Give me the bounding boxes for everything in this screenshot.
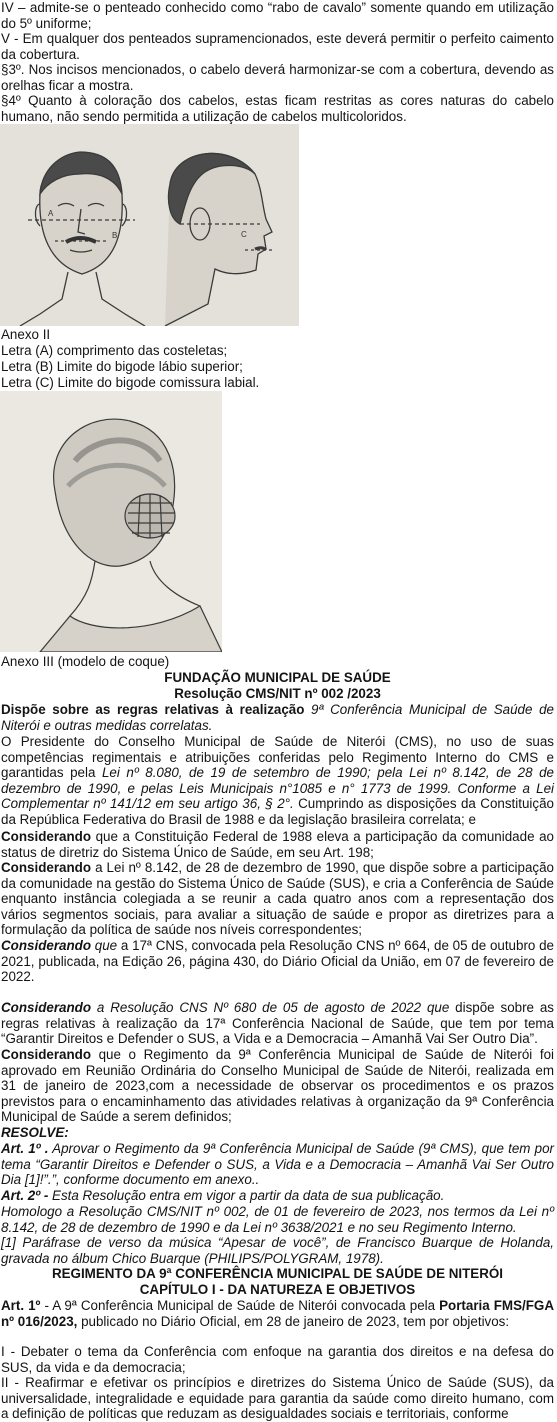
footnote xyxy=(1,1235,554,1266)
footnote-text: [1] Paráfrase de verso da música “Apesar de você”, de Francisco Buarque de Holanda, gravada no álbum Chico Buarque (PHILIPS/POLYGRAM, 1978). xyxy=(1,1235,554,1266)
considerando-2 xyxy=(1,860,554,938)
article-1 xyxy=(1,1141,554,1188)
regimento-title: REGIMENTO DA 9ª CONFERÊNCIA MUNICIPAL DE SAÚDE DE NITERÓI xyxy=(51,1266,504,1281)
chapter-1-title: CAPÍTULO I - DA NATUREZA E OBJETIVOS xyxy=(139,1282,416,1297)
president-law-refs: Lei nº 8.080, de 19 de setembro de 1990; pela Lei nº 8.142, de 28 de dezembro de 1990, e pelas Leis Municipais n°1085 e n° 1773 de 1999. Conforme a Lei Complementar nº 141/12 em seu artigo 36, § 2°. xyxy=(1,765,554,812)
considerando-1-text: que a Constituição Federal de 1988 eleva a participação da comunidade ao status de diretriz do Sistema Único de Saúde, em seu Art. 198; xyxy=(1,829,554,860)
considerando-3-italic: que xyxy=(91,938,118,953)
regimento-article-1-label: Art. 1º xyxy=(1,1298,41,1313)
dispoe-bold: Dispõe sobre as regras relativas à realização xyxy=(1,702,305,717)
paragraph-4: §4º Quanto à coloração dos cabelos, estas ficam restritas as cores naturas do cabelo humano, não sendo permitida a utilização de cabelos multicoloridos. xyxy=(1,93,554,124)
regimento-article-1-text-a: - A 9ª Conferência Municipal de Saúde de Niterói convocada pela xyxy=(40,1298,440,1313)
article-1-text: Aprovar o Regimento da 9ª Conferência Municipal de Saúde (9ª CMS), que tem por tema “Garantir Direitos e Defender o SUS, a Vida e a Democracia – Amanhã Vai Ser Outro Dia [1]!”.”, conforme documento em anexo.. xyxy=(1,1141,554,1188)
article-2 xyxy=(1,1188,554,1204)
president-c: Cumprindo as disposições da Constituição da República Federativa do Brasil de 1988 e da legislação brasileira correlata; e xyxy=(1,796,554,827)
item-iv: IV – admite-se o penteado conhecido como “rabo de cavalo” somente quando em utilização do 5º uniforme; xyxy=(1,0,554,31)
label-a: A xyxy=(48,209,54,218)
objective-1: I - Debater o tema da Conferência com enfoque na garantia dos direitos e na defesa do SUS, da vida e da democracia; xyxy=(1,1344,554,1375)
annex2-drawing xyxy=(0,124,299,326)
annex2-letter-c: Letra (C) Limite do bigode comissura labial. xyxy=(1,375,260,390)
paragraph-3: §3º. Nos incisos mencionados, o cabelo deverá harmonizar-se com a cobertura, devendo as orelhas ficar a mostra. xyxy=(1,62,554,93)
resolve-text: RESOLVE: xyxy=(1,1125,69,1140)
label-c: C xyxy=(241,230,247,239)
considerando-3-bold xyxy=(1,938,91,953)
considerando-1-bold: Considerando xyxy=(1,829,92,844)
resolution-title: Resolução CMS/NIT nº 002 /2023 xyxy=(174,686,381,701)
considerando-2-text: a Lei nº 8.142, de 28 de dezembro de 1990, que dispõe sobre a participação da comunidade na gestão do Sistema Único de Saúde (SUS), e cria a Conferência de Saúde enquanto instância colegiada a se reunir a cada quatro anos com a representação dos vários segmentos sociais, para avaliar a situação de saúde e propor as diretrizes para a formulação da política de saúde nos níveis correspondentes; xyxy=(1,860,554,938)
regimento-article-1-portaria: Portaria FMS/FGA nº 016/2023, xyxy=(1,1298,554,1329)
considerando-3 xyxy=(1,938,554,985)
annex2-letter-a: Letra (A) comprimento das costeletas; xyxy=(1,343,228,358)
article-2-text: Esta Resolução entra em vigor a partir da data de sua publicação. xyxy=(48,1188,445,1203)
dispoe-paragraph xyxy=(1,702,554,733)
considerando-5-text: que o Regimento da 9ª Conferência Municipal de Saúde de Niterói foi aprovado em Reunião Ordinária do Conselho Municipal de Saúde de Niterói, realizada em 31 de janeiro de 2023,com a necessidade de observar os procedimentos e os prazos previstos para o encaminhamento das atividades relativas à organização da 9ª Conferência Municipal de Saúde a serem definidos; xyxy=(1,1047,554,1125)
considerando-1 xyxy=(1,829,554,860)
considerando-4 xyxy=(1,1000,554,1047)
considerando-5-bold: Considerando xyxy=(1,1047,92,1062)
annex2-title: Anexo II xyxy=(1,327,51,342)
regimento-article-1 xyxy=(1,1298,554,1329)
resolve-heading xyxy=(1,1125,554,1141)
annex3-caption: Anexo III (modelo de coque) xyxy=(1,654,170,669)
article-1-label: Art. 1º . xyxy=(1,1141,49,1156)
objective-2: II - Reafirmar e efetivar os princípios e diretrizes do Sistema Único de Saúde (SUS), da universalidade, integralidade e equidade para garantia da saúde como direito humano, com a definição de políticas que reduzam as desigualdades sociais e territoriais, conforme xyxy=(1,1375,554,1422)
considerando-4-bold-text: Considerando xyxy=(1,1000,92,1015)
considerando-3-bold-text: Considerando xyxy=(1,938,92,953)
regimento-article-1-text-b: publicado no Diário Oficial, em 28 de janeiro de 2023, tem por objetivos: xyxy=(77,1313,510,1329)
annex3-svg xyxy=(0,391,222,652)
foundation-title: FUNDAÇÃO MUNICIPAL DE SAÚDE xyxy=(164,670,391,685)
dispoe-italic: 9ª Conferência Municipal de Saúde de Niterói e outras medidas correlatas. xyxy=(1,702,554,733)
considerando-4-italic: a Resolução CNS Nº 680 de 05 de agosto de 2022 que xyxy=(91,1000,450,1015)
considerando-4-bold xyxy=(1,1000,91,1015)
label-b: B xyxy=(112,231,118,240)
considerando-2-bold: Considerando xyxy=(1,860,92,875)
homologo-paragraph xyxy=(1,1204,554,1235)
considerando-3-text: a 17ª CNS, convocada pela Resolução CNS nº 664, de 05 de outubro de 2021, publicada, na Edição 26, página 430, do Diário Oficial da União, em 07 de fevereiro de 2022. xyxy=(1,938,555,985)
annex3-drawing xyxy=(0,391,222,652)
president-a: O Presidente do Conselho Municipal de Saúde de Niterói (CMS), no uso de suas competências regimentais e atribuições conferidas pelo Regimento Interno do CMS e garantidas pela xyxy=(1,734,554,781)
considerando-4-text: dispõe sobre as regras relativas à realização da 17ª Conferência Nacional de Saúde, que tem por tema “Garantir Direitos e Defender o SUS, a Vida e a Democracia – Amanhã Vai Ser Outro Dia”. xyxy=(1,1000,555,1047)
considerando-5 xyxy=(1,1047,554,1125)
president-paragraph xyxy=(1,734,554,828)
item-v: V - Em qualquer dos penteados supramencionados, este deverá permitir o perfeito caimento da cobertura. xyxy=(1,31,554,62)
article-2-label: Art. 2º - xyxy=(1,1188,49,1203)
annex2-letter-b: Letra (B) Limite do bigode lábio superior; xyxy=(1,359,243,374)
homologo-text: Homologo a Resolução CMS/NIT nº 002, de 01 de fevereiro de 2023, nos termos da Lei nº 8.142, de 28 de dezembro de 1990 e da Lei nº 3638/2021 e no seu Regimento Interno. xyxy=(1,1204,554,1235)
annex2-svg xyxy=(0,124,299,326)
